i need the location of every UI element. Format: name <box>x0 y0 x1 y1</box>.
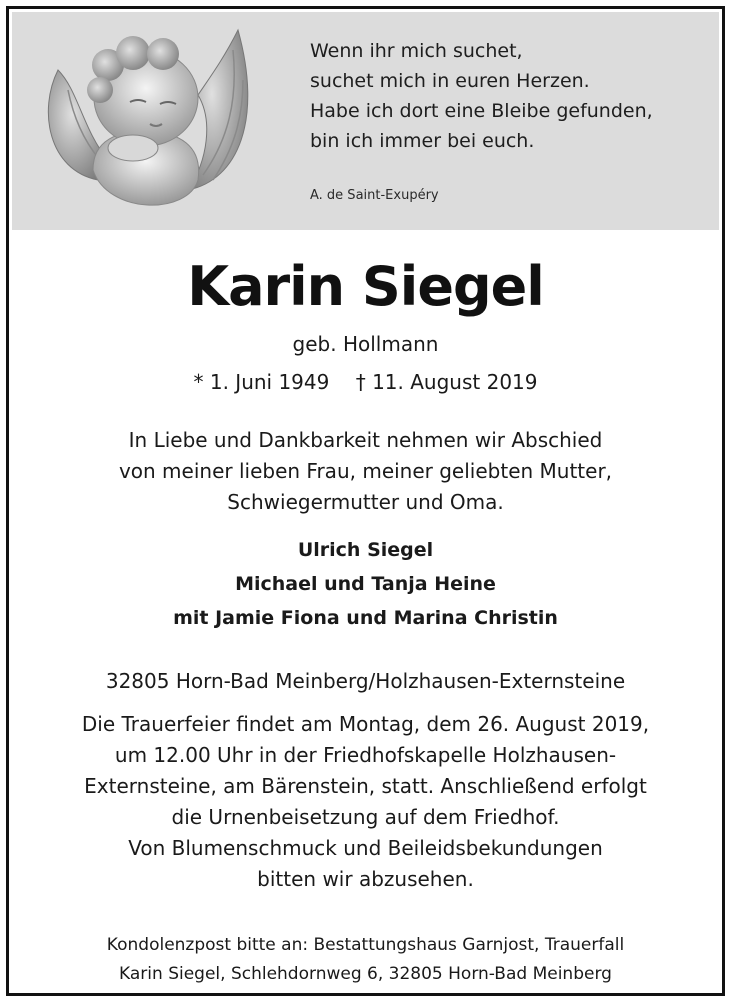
header-panel <box>12 12 719 230</box>
deceased-name: Karin Siegel <box>187 255 544 318</box>
ceremony-line: Von Blumenschmuck und Beileidsbekundungen <box>128 836 603 860</box>
ceremony-line: Die Trauerfeier findet am Montag, dem 26. August 2019, <box>81 712 650 736</box>
poem-author: A. de Saint-Exupéry <box>310 188 439 203</box>
ceremony-line: Externsteine, am Bärenstein, statt. Anschließend erfolgt <box>84 774 647 798</box>
ceremony-line: bitten wir abzusehen. <box>257 867 474 891</box>
farewell-text <box>9 425 722 518</box>
poem-line: Wenn ihr mich suchet, <box>310 40 523 62</box>
farewell-line: In Liebe und Dankbarkeit nehmen wir Abschied <box>128 428 603 452</box>
ceremony-line: die Urnenbeisetzung auf dem Friedhof. <box>171 805 560 829</box>
mourner-line: mit Jamie Fiona und Marina Christin <box>173 607 558 629</box>
obituary-frame <box>6 6 725 996</box>
death-date: † 11. August 2019 <box>355 370 538 394</box>
maiden-name: geb. Hollmann <box>292 332 439 356</box>
mourner-line: Michael und Tanja Heine <box>235 573 496 595</box>
condolence-info <box>9 931 722 989</box>
mourners <box>9 533 722 635</box>
mourner-line: Ulrich Siegel <box>297 539 434 561</box>
condolence-line: Kondolenzpost bitte an: Bestattungshaus Garnjost, Trauerfall <box>106 935 625 955</box>
farewell-line: Schwiegermutter und Oma. <box>227 490 504 514</box>
poem <box>310 36 653 156</box>
poem-line: Habe ich dort eine Bleibe gefunden, <box>310 100 653 122</box>
poem-line: bin ich immer bei euch. <box>310 130 535 152</box>
ceremony-text <box>9 709 722 895</box>
birth-date: * 1. Juni 1949 <box>193 370 330 394</box>
angel-image <box>38 20 268 220</box>
poem-line: suchet mich in euren Herzen. <box>310 70 590 92</box>
location: 32805 Horn-Bad Meinberg/Holzhausen-Externsteine <box>105 669 626 693</box>
farewell-line: von meiner lieben Frau, meiner geliebten Mutter, <box>118 459 613 483</box>
life-dates <box>9 367 722 397</box>
condolence-line: Karin Siegel, Schlehdornweg 6, 32805 Horn-Bad Meinberg <box>119 964 612 984</box>
ceremony-line: um 12.00 Uhr in der Friedhofskapelle Holzhausen- <box>114 743 617 767</box>
